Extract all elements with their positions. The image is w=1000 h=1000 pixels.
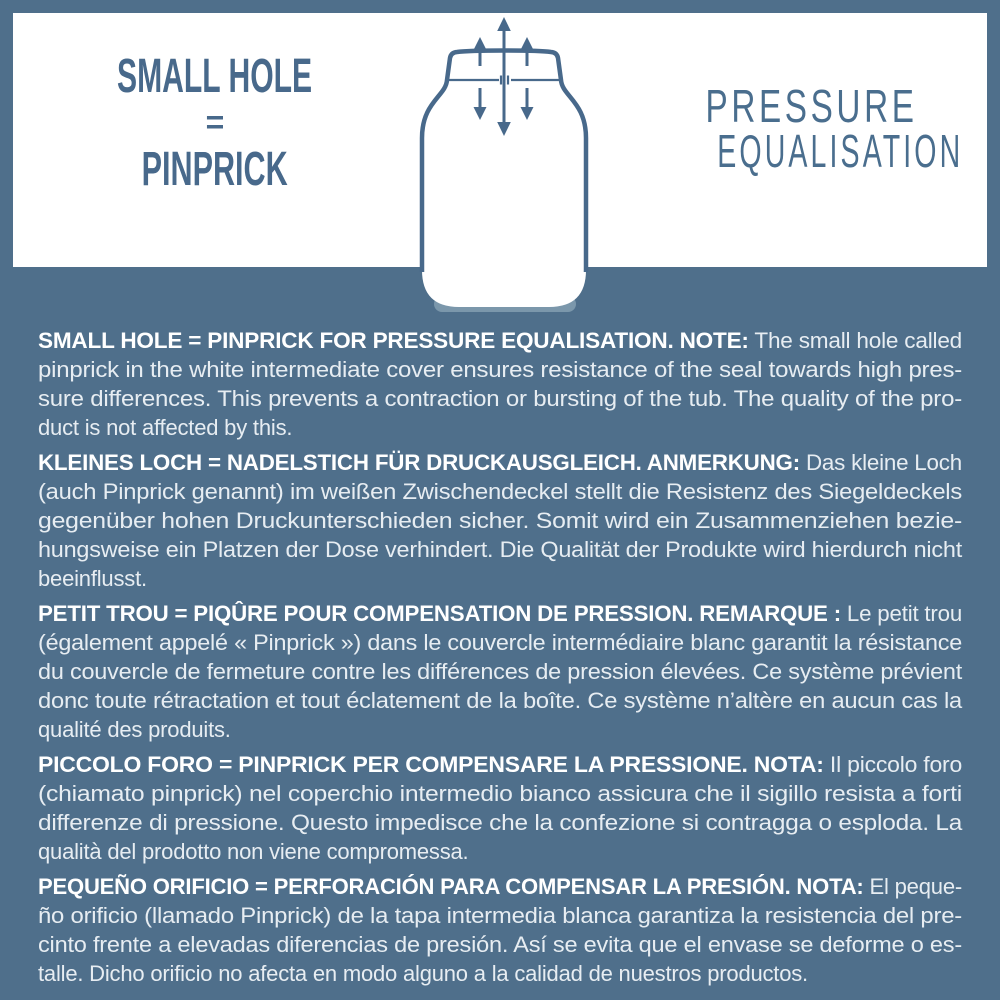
paragraph-line: KLEINES LOCH = NADELSTICH FÜR DRUCKAUSGLEICH. ANMERKUNG: Das kleine Loch	[38, 450, 962, 475]
paragraph-line: gegenüber hohen Druckunterschieden sicher. Somit wird ein Zusammenziehen bezie-	[38, 508, 963, 533]
paragraph-line: qualità del prodotto non viene compromessa.	[38, 839, 469, 864]
paragraph-line: PEQUEÑO ORIFICIO = PERFORACIÓN PARA COMPENSAR LA PRESIÓN. NOTA: El peque-	[38, 874, 963, 899]
paragraph-line: (auch Pinprick genannt) im weißen Zwischendeckel stellt die Resistenz des Siegeldeckels	[38, 479, 963, 504]
paragraph-spanish	[38, 872, 962, 988]
paragraph-line: pinprick in the white intermediate cover ensures resistance of the seal towards high pres-	[38, 357, 962, 382]
paragraph-line: talle. Dicho orificio no afecta en modo alguno a la calidad de nuestros productos.	[38, 961, 808, 986]
right-heading-line1: PRESSURE	[705, 80, 918, 132]
paragraph-line: (également appelé « Pinprick ») dans le couvercle intermédiaire blanc garantit la résistance	[38, 630, 963, 655]
paragraph-line: PETIT TROU = PIQÛRE POUR COMPENSATION DE PRESSION. REMARQUE : Le petit trou	[38, 601, 963, 626]
paragraph-line: beeinflusst.	[38, 566, 147, 591]
left-heading	[15, 50, 415, 196]
paragraph-line: du couvercle de fermeture contre les différences de pression élevées. Ce système prévient	[38, 659, 963, 684]
paragraph-line: differenze di pressione. Questo impedisce che la confezione si contragga o esploda. La	[38, 810, 963, 835]
paragraph-line: (chiamato pinprick) nel coperchio intermedio bianco assicura che il sigillo resista a forti	[38, 781, 962, 806]
paragraph-line: PICCOLO FORO = PINPRICK PER COMPENSARE LA PRESSIONE. NOTA: Il piccolo foro	[38, 752, 963, 777]
paragraphs	[38, 326, 962, 994]
paragraph-line: qualité des produits.	[38, 717, 231, 742]
paragraph-line: ño orificio (llamado Pinprick) de la tapa intermedia blanca garantiza la resistencia del pre-	[38, 903, 962, 928]
right-heading	[642, 80, 982, 177]
left-heading-line1: SMALL HOLE	[117, 50, 313, 103]
paragraph-line: SMALL HOLE = PINPRICK FOR PRESSURE EQUALISATION. NOTE: The small hole called	[38, 328, 963, 353]
jar-pressure-equalisation-icon	[380, 8, 630, 318]
paragraph-english	[38, 326, 962, 442]
paragraph-french	[38, 599, 962, 744]
paragraph-line: donc toute rétractation et tout éclatement de la boîte. Ce système n’altère en aucun cas la	[38, 688, 962, 713]
paragraph-german	[38, 448, 962, 593]
paragraph-italian	[38, 750, 962, 866]
paragraph-line: duct is not affected by this.	[38, 415, 293, 440]
paragraph-line: cinto frente a elevadas diferencias de presión. Así se evita que el envase se deforme o es-	[38, 932, 962, 957]
equals-sign: =	[205, 104, 225, 140]
left-heading-line2: PINPRICK	[141, 143, 288, 196]
right-heading-line2: EQUALISATION	[717, 125, 964, 177]
paragraph-line: sure differences. This prevents a contraction or bursting of the tub. The quality of the pro-	[38, 386, 962, 411]
paragraph-line: hungsweise ein Platzen der Dose verhindert. Die Qualität der Produkte wird hierdurch nicht	[38, 537, 962, 562]
